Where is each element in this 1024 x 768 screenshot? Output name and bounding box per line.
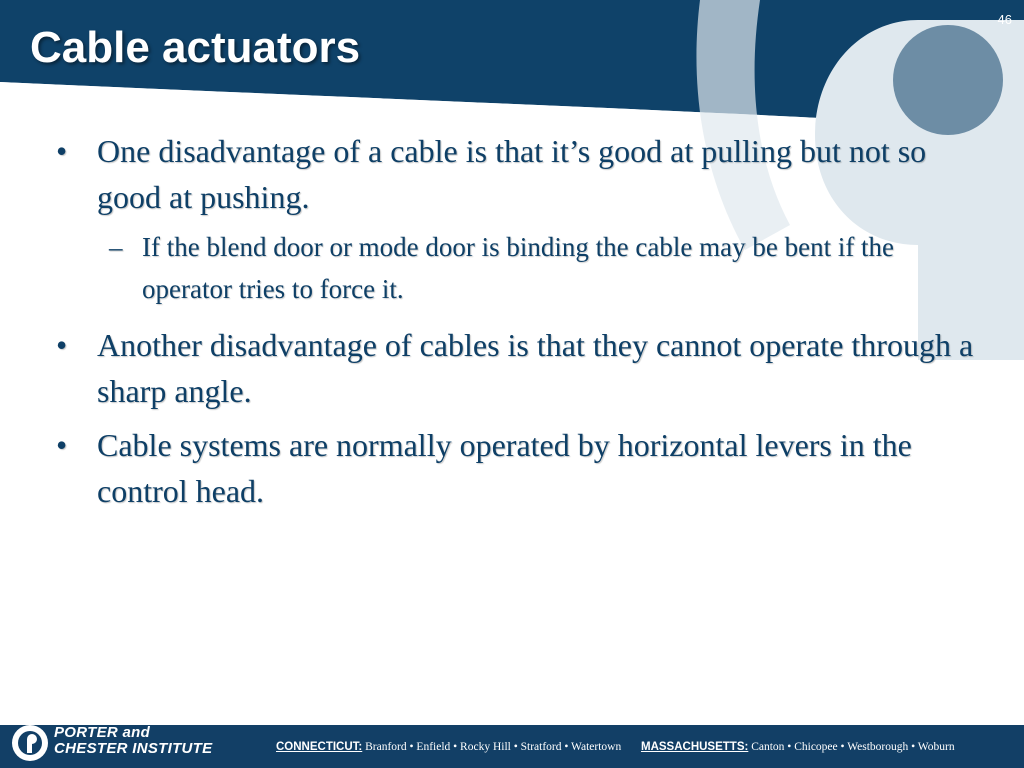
bullet-text: Cable systems are normally operated by horizontal levers in the control head.	[97, 427, 912, 509]
bullet-text: One disadvantage of a cable is that it’s good at pulling but not so good at pushing.	[97, 133, 927, 215]
porter-chester-logo-icon	[10, 723, 50, 763]
brand-name	[54, 725, 212, 757]
sub-bullet-text: If the blend door or mode door is binding the cable may be bent if the operator tries to force it.	[142, 232, 895, 304]
brand-line-1: PORTER and	[54, 724, 151, 741]
massachusetts-label: MASSACHUSETTS:	[640, 741, 749, 753]
bullet-item	[56, 128, 986, 220]
bullet-item	[56, 322, 986, 414]
bullet-text: Another disadvantage of cables is that they cannot operate through a sharp angle.	[97, 327, 974, 409]
connecticut-label: CONNECTICUT:	[276, 741, 363, 753]
massachusetts-locations: Canton • Chicopee • Westborough • Woburn	[751, 741, 955, 753]
bullet-item	[56, 422, 986, 514]
bullet-marker: •	[56, 133, 68, 169]
brand-line-2: CHESTER INSTITUTE	[54, 740, 213, 757]
bullet-marker: •	[56, 427, 68, 463]
connecticut-locations: Branford • Enfield • Rocky Hill • Stratford • Watertown	[365, 741, 622, 753]
slide-number: 46	[997, 12, 1012, 27]
bullet-marker: •	[56, 327, 68, 363]
slide-title: Cable actuators	[30, 23, 361, 72]
footer-locations	[276, 741, 1016, 753]
sub-bullet-item	[56, 226, 986, 310]
sub-bullet-marker: –	[109, 232, 123, 262]
slide-content	[56, 128, 986, 522]
